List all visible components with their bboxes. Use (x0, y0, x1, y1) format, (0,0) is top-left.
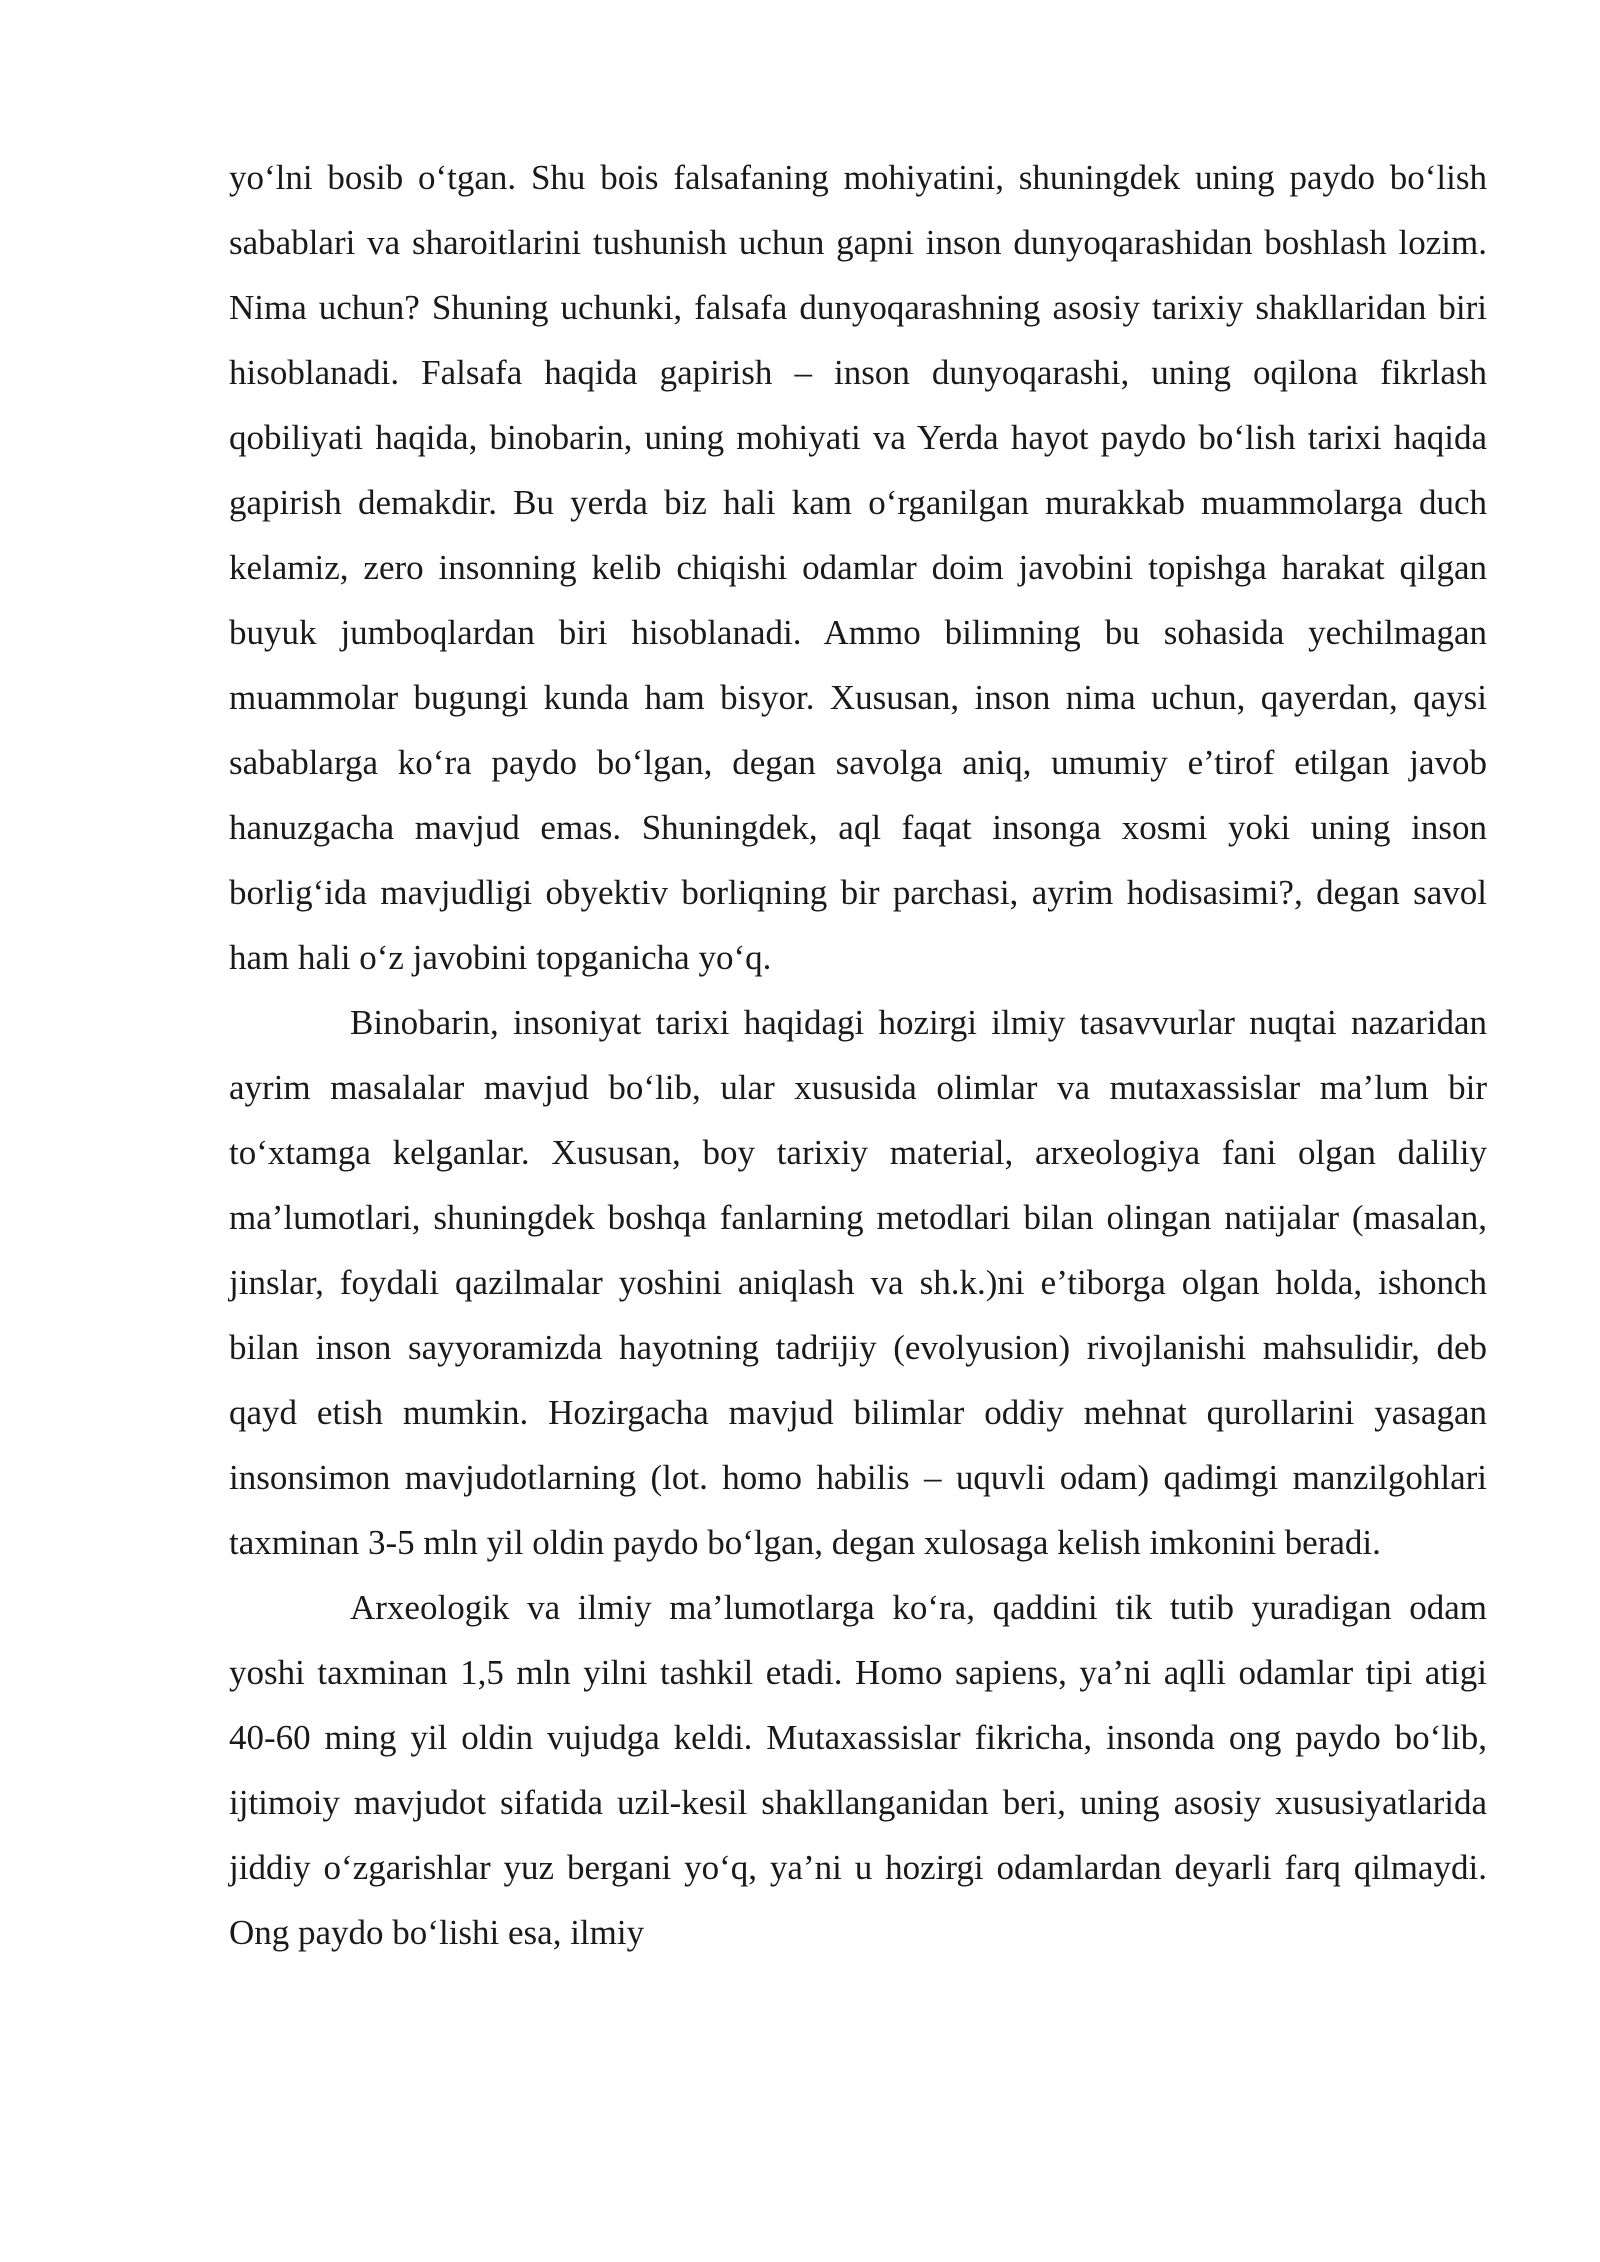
document-body (229, 145, 1487, 1965)
paragraph-3: Arxeologik va ilmiy ma’lumotlarga ko‘ra, qaddini tik tutib yuradigan odam yoshi taxminan 1,5 mln yilni tashkil etadi. Homo sapiens, ya’ni aqlli odamlar tipi atigi 40-60 ming yil oldin vujudga keldi. Mutaxassislar fikricha, insonda ong paydo bo‘lib, ijtimoiy mavjudot sifatida uzil-kesil shakllanganidan beri, uning asosiy xususiyatlarida jiddiy o‘zgarishlar yuz bergani yo‘q, ya’ni u hozirgi odamlardan deyarli farq qilmaydi. Ong paydo bo‘lishi esa, ilmiy (229, 1588, 1487, 1952)
paragraph-2: Binobarin, insoniyat tarixi haqidagi hozirgi ilmiy tasavvurlar nuqtai nazaridan ayrim masalalar mavjud bo‘lib, ular xususida olimlar va mutaxassislar ma’lum bir to‘xtamga kelganlar. Xususan, boy tarixiy material, arxeologiya fani olgan daliliy ma’lumotlari, shuningdek boshqa fanlarning metodlari bilan olingan natijalar (masalan, jinslar, foydali qazilmalar yoshini aniqlash va sh.k.)ni e’tiborga olgan holda, ishonch bilan inson sayyoramizda hayotning tadrijiy (evolyusion) rivojlanishi mahsulidir, deb qayd etish mumkin. Hozirgacha mavjud bilimlar oddiy mehnat qurollarini yasagan insonsimon mavjudotlarning (lot. homo habilis – uquvli odam) qadimgi manzilgohlari taxminan 3-5 mln yil oldin paydo bo‘lgan, degan xulosaga kelish imkonini beradi. (229, 1003, 1487, 1562)
paragraph-1: yo‘lni bosib o‘tgan. Shu bois falsafaning mohiyatini, shuningdek uning paydo bo‘lish sabablari va sharoitlarini tushunish uchun gapni inson dunyoqarashidan boshlash lozim. Nima uchun? Shuning uchunki, falsafa dunyoqarashning asosiy tarixiy shakllaridan biri hisoblanadi. Falsafa haqida gapirish – inson dunyoqarashi, uning oqilona fikrlash qobiliyati haqida, binobarin, uning mohiyati va Yerda hayot paydo bo‘lish tarixi haqida gapirish demakdir. Bu yerda biz hali kam o‘rganilgan murakkab muammolarga duch kelamiz, zero insonning kelib chiqishi odamlar doim javobini topishga harakat qilgan buyuk jumboqlardan biri hisoblanadi. Ammo bilimning bu sohasida yechilmagan muammolar bugungi kunda ham bisyor. Xususan, inson nima uchun, qayerdan, qaysi sabablarga ko‘ra paydo bo‘lgan, degan savolga aniq, umumiy e’tirof etilgan javob hanuzgacha mavjud emas. Shuningdek, aql faqat insonga xosmi yoki uning inson borlig‘ida mavjudligi obyektiv borliqning bir parchasi, ayrim hodisasimi?, degan savol ham hali o‘z javobini topganicha yo‘q. (229, 158, 1487, 977)
